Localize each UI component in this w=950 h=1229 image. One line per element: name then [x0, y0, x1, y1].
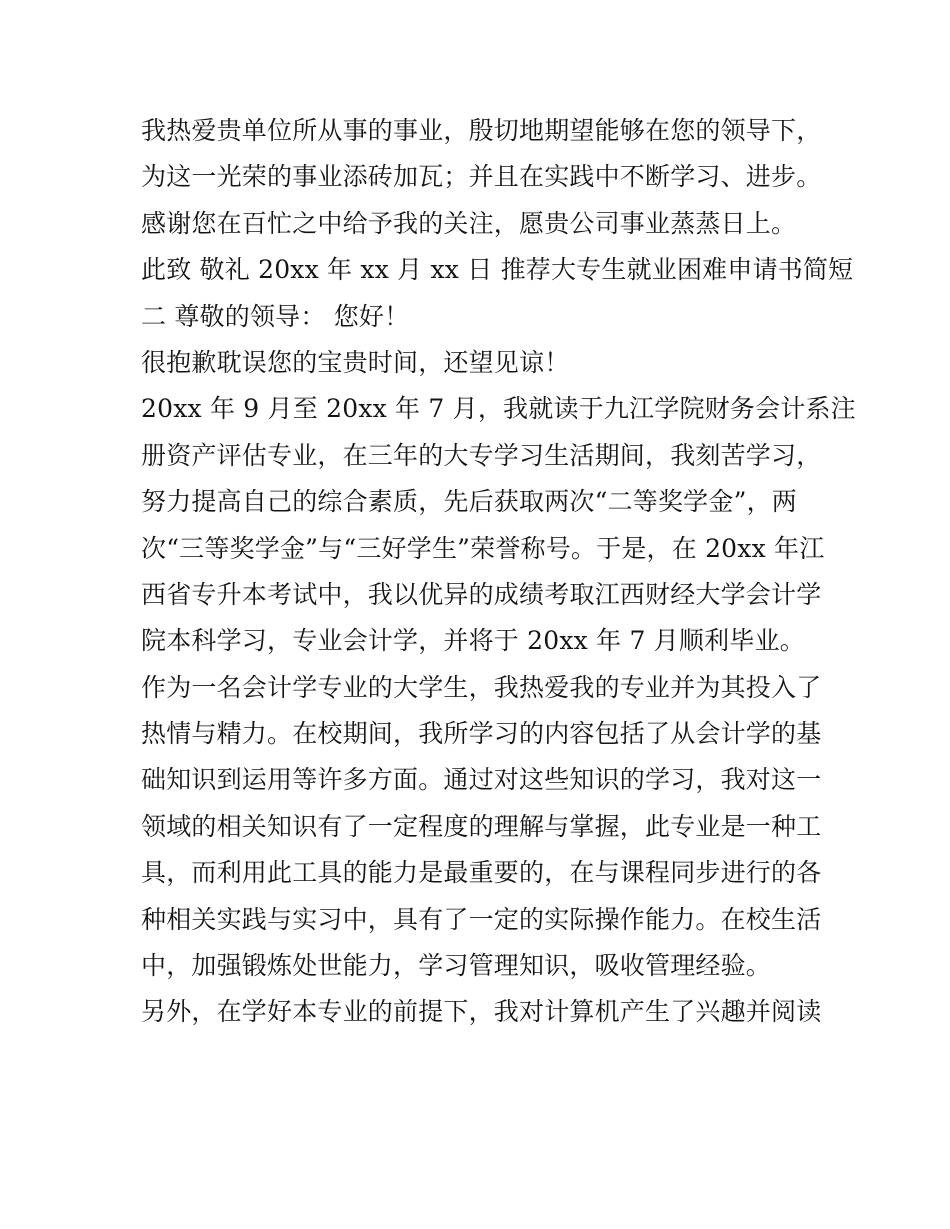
text-line: 此致 敬礼 20xx 年 xx 月 xx 日 推荐大专生就业困难申请书简短 — [141, 255, 854, 285]
text-line: 领域的相关知识有了一定程度的理解与掌握，此专业是一种工 — [141, 811, 822, 841]
text-line: 努力提高自己的综合素质，先后获取两次“二等奖学金”，两 — [141, 487, 797, 517]
text-line: 20xx 年 9 月至 20xx 年 7 月，我就读于九江学院财务会计系注 — [141, 394, 856, 424]
text-line: 西省专升本考试中，我以优异的成绩考取江西财经大学会计学 — [141, 579, 822, 609]
text-line: 热情与精力。在校期间，我所学习的内容包括了从会计学的基 — [141, 719, 822, 749]
text-line: 次“三等奖学金”与“三好学生”荣誉称号。于是，在 20xx 年江 — [141, 533, 825, 563]
text-line: 中，加强锻炼处世能力，学习管理知识，吸收管理经验。 — [141, 951, 772, 981]
text-line: 二 尊敬的领导： 您好！ — [141, 301, 410, 331]
text-line: 为这一光荣的事业添砖加瓦；并且在实践中不断学习、进步。 — [141, 162, 822, 192]
text-line: 础知识到运用等许多方面。通过对这些知识的学习，我对这一 — [141, 765, 822, 795]
text-line: 种相关实践与实习中，具有了一定的实际操作能力。在校生活 — [141, 904, 822, 934]
text-line: 作为一名会计学专业的大学生，我热爱我的专业并为其投入了 — [141, 672, 822, 702]
text-line: 具，而利用此工具的能力是最重要的，在与课程同步进行的各 — [141, 858, 822, 888]
text-line: 我热爱贵单位所从事的事业，殷切地期望能够在您的领导下， — [141, 116, 822, 145]
text-line: 院本科学习，专业会计学，并将于 20xx 年 7 月顺利毕业。 — [141, 626, 805, 656]
text-line: 很抱歉耽误您的宝贵时间，还望见谅！ — [141, 347, 570, 377]
text-line: 感谢您在百忙之中给予我的关注，愿贵公司事业蒸蒸日上。 — [141, 208, 797, 238]
text-line: 册资产评估专业，在三年的大专学习生活期间，我刻苦学习， — [141, 440, 822, 470]
letter-body — [141, 108, 856, 1036]
text-line: 另外，在学好本专业的前提下，我对计算机产生了兴趣并阅读 — [141, 997, 822, 1027]
